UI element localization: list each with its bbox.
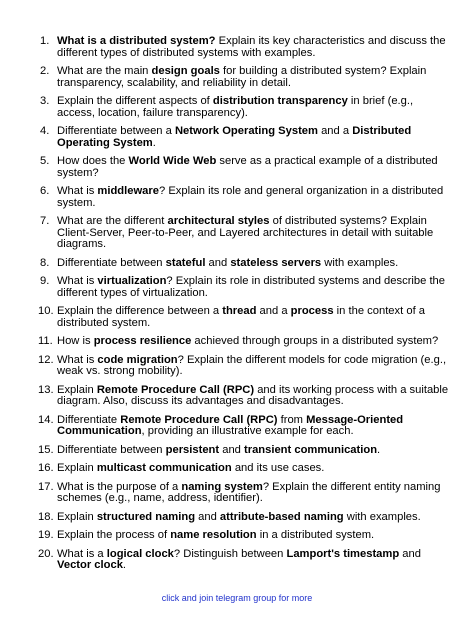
question-item <box>0 415 474 438</box>
question-number: 11. <box>38 335 53 347</box>
question-number: 14. <box>38 413 54 426</box>
question-text-segment: How does the <box>57 155 129 167</box>
question-number: 2. <box>40 65 50 77</box>
question-number: 16. <box>38 462 54 474</box>
question-text-segment: ? Distinguish between <box>173 547 287 560</box>
question-item <box>0 355 474 378</box>
question-text-segment: Explain the process of <box>57 529 171 541</box>
question-item <box>0 512 474 524</box>
question-keyword: name resolution <box>170 529 257 541</box>
question-keyword: Remote Procedure Call (RPC) <box>96 383 255 396</box>
question-number: 18. <box>38 510 54 523</box>
question-text-segment: Differentiate between <box>57 256 166 269</box>
question-text <box>57 548 421 572</box>
question-item <box>0 36 474 59</box>
question-keyword: multicast communication <box>96 462 232 474</box>
question-text-segment: and its use cases. <box>231 462 325 474</box>
question-text-segment: Differentiate between <box>57 443 166 456</box>
question-text <box>57 95 413 119</box>
question-text <box>57 215 433 250</box>
question-text-segment: . <box>152 136 156 149</box>
question-number: 3. <box>40 95 50 107</box>
question-item <box>0 306 474 329</box>
question-text-segment: of distributed systems? Explain Client-Server, Peer-to-Peer, and Layered architectures in detail with suitable diagrams. <box>57 215 434 250</box>
question-text-segment: Explain the different aspects of <box>57 95 213 107</box>
question-keyword: attribute-based naming <box>219 510 344 523</box>
question-text-segment: ? Explain the different models for code migration (e.g., weak vs. strong mobility). <box>57 353 447 377</box>
question-text <box>57 185 443 209</box>
question-text-segment: What is the purpose of a <box>57 480 182 493</box>
question-item <box>0 216 474 251</box>
telegram-link[interactable]: click and join telegram group for more <box>161 593 313 603</box>
question-text-segment: achieved through groups in a distributed system? <box>191 335 439 347</box>
question-item <box>0 258 474 270</box>
question-number: 8. <box>40 256 50 269</box>
question-text-segment: . <box>122 559 127 571</box>
question-text-segment: in a distributed system. <box>256 529 375 541</box>
question-text-segment: How is <box>57 335 94 347</box>
question-keyword: persistent <box>165 443 220 456</box>
question-item <box>0 336 474 348</box>
question-keyword: process <box>290 305 334 317</box>
question-keyword: middleware <box>97 185 159 197</box>
question-text <box>57 529 374 541</box>
question-keyword: Network Operating System <box>174 125 318 137</box>
question-list <box>0 36 474 579</box>
question-item <box>0 96 474 119</box>
question-item <box>0 530 474 542</box>
question-text-segment: serve as a practical example of a distributed system? <box>57 155 438 179</box>
question-text-segment: What is <box>57 353 98 366</box>
question-text-segment: and <box>205 256 231 269</box>
question-text-segment: ? Explain its role in distributed systems and describe the different types of virtualization. <box>57 275 446 299</box>
question-text <box>57 275 445 299</box>
question-text-segment: Explain the difference between a <box>57 305 223 317</box>
question-keyword: structured naming <box>96 510 196 523</box>
question-number: 13. <box>38 383 54 396</box>
question-text-segment: What is a <box>57 547 107 560</box>
question-text <box>57 335 438 347</box>
question-text-segment: in brief (e.g., access, location, failure transparency). <box>57 95 414 119</box>
question-text-segment: What is <box>57 275 98 287</box>
question-text-segment: Explain <box>57 383 97 396</box>
question-text-segment: Differentiate <box>57 413 121 426</box>
question-text-segment: with examples. <box>343 510 421 523</box>
question-text <box>57 481 441 505</box>
question-text <box>57 305 425 329</box>
question-number: 20. <box>38 547 54 560</box>
question-number: 10. <box>38 305 54 317</box>
question-text-segment: and a <box>317 125 353 137</box>
question-item <box>0 156 474 179</box>
question-item <box>0 186 474 209</box>
question-item <box>0 66 474 89</box>
question-item <box>0 126 474 149</box>
question-item <box>0 463 474 475</box>
question-text-segment: What is <box>57 185 98 197</box>
question-keyword: virtualization <box>97 275 167 287</box>
question-text-segment: and its working process with a suitable diagram. Also, discuss its advantages and disadvantages. <box>57 383 449 407</box>
question-text-segment: with examples. <box>321 256 399 269</box>
question-text <box>57 462 324 474</box>
question-text <box>57 125 411 149</box>
question-text-segment: Explain <box>57 462 97 474</box>
question-text-segment: , providing an illustrative example for each. <box>141 425 354 437</box>
question-keyword: World Wide Web <box>128 155 217 167</box>
question-keyword: Message-Oriented Communication <box>57 413 404 437</box>
question-text-segment: Explain its key characteristics and discuss the different types of distributed systems with examples. <box>57 35 446 59</box>
question-item <box>0 549 474 572</box>
question-number: 12. <box>38 353 54 366</box>
question-text-segment: and a <box>256 305 291 317</box>
question-text-segment: ? Explain its role and general organization in a distributed system. <box>57 185 444 209</box>
question-text <box>57 511 421 523</box>
question-text <box>57 257 398 269</box>
question-text-segment: What are the different <box>57 215 168 227</box>
question-text-segment: and <box>195 510 220 523</box>
question-keyword: logical clock <box>106 547 174 560</box>
question-number: 7. <box>40 215 50 227</box>
question-item <box>0 276 474 299</box>
question-text <box>57 354 446 378</box>
question-text <box>57 384 448 408</box>
question-keyword: distribution transparency <box>212 95 348 107</box>
question-text-segment: . <box>377 443 381 456</box>
question-text-segment: Explain <box>57 510 97 523</box>
question-number: 9. <box>40 275 50 287</box>
question-keyword: stateful <box>165 256 206 269</box>
question-text-segment: from <box>277 413 307 426</box>
question-text-segment: Differentiate between a <box>57 125 175 137</box>
question-keyword: architectural styles <box>167 215 270 227</box>
question-number: 4. <box>40 125 50 137</box>
question-keyword: naming system <box>181 480 263 493</box>
question-keyword: design goals <box>151 65 220 77</box>
question-text-segment: in the context of a distributed system. <box>57 305 426 329</box>
question-text-segment: and <box>219 443 244 456</box>
question-keyword: Remote Procedure Call (RPC) <box>120 413 278 426</box>
question-text <box>57 155 438 179</box>
question-keyword: code migration <box>97 353 178 366</box>
question-text-segment: and <box>399 547 421 560</box>
question-item <box>0 445 474 457</box>
question-number: 1. <box>40 35 50 47</box>
question-number: 19. <box>38 529 54 541</box>
question-keyword: What is a distributed system? <box>57 35 216 47</box>
question-keyword: Vector clock <box>57 559 123 571</box>
question-keyword: thread <box>222 305 257 317</box>
question-keyword: Lamport's timestamp <box>286 547 400 560</box>
question-text-segment: What are the main <box>57 65 152 77</box>
question-text <box>57 35 446 59</box>
question-number: 17. <box>38 480 54 493</box>
question-item <box>0 482 474 505</box>
question-text <box>57 444 380 456</box>
question-keyword: Distributed Operating System <box>57 125 412 149</box>
question-text-segment: for building a distributed system? Explain transparency, scalability, and reliability in detail. <box>57 65 427 89</box>
question-text <box>57 414 403 438</box>
question-number: 6. <box>40 185 50 197</box>
question-text-segment: ? Explain the different entity naming schemes (e.g., name, address, identifier). <box>57 480 441 504</box>
question-text <box>57 65 426 89</box>
question-keyword: transient communication <box>244 443 378 456</box>
question-number: 15. <box>38 443 54 456</box>
question-item <box>0 385 474 408</box>
question-keyword: stateless servers <box>230 256 322 269</box>
question-keyword: process resilience <box>93 335 192 347</box>
question-number: 5. <box>40 155 50 167</box>
